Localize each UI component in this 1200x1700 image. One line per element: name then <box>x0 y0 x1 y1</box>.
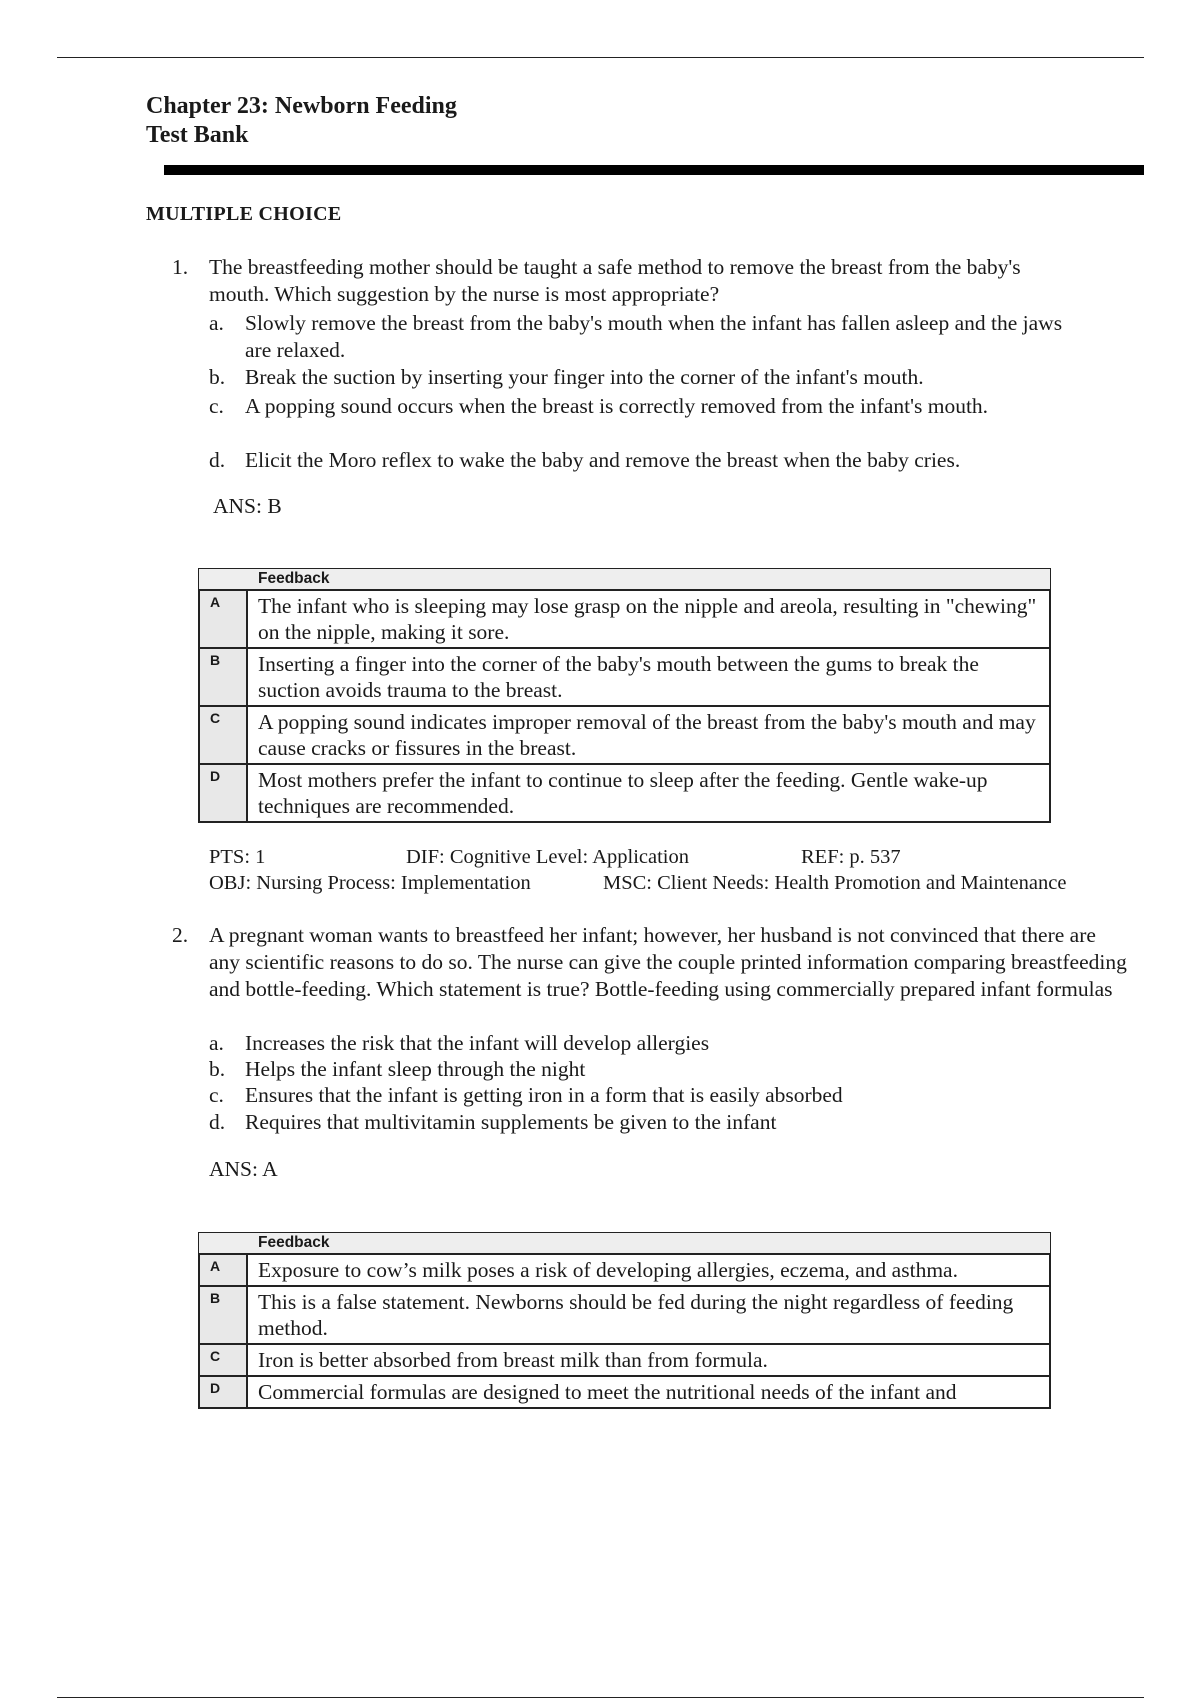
option-letter: b. <box>209 1057 226 1081</box>
meta-msc: MSC: Client Needs: Health Promotion and Maintenance <box>603 872 1067 894</box>
option-text: Increases the risk that the infant will develop allergies <box>245 1031 710 1055</box>
feedback-row-d <box>198 765 1051 823</box>
answer-key: ANS: A <box>209 1157 278 1181</box>
feedback-row-d <box>198 1377 1051 1409</box>
feedback-table-1 <box>198 568 1051 823</box>
meta-ref: REF: p. 537 <box>801 846 901 868</box>
feedback-row-a <box>198 591 1051 649</box>
feedback-letter: D <box>200 765 248 821</box>
feedback-text: Exposure to cow’s milk poses a risk of developing allergies, eczema, and asthma. <box>258 1258 958 1282</box>
meta-dif: DIF: Cognitive Level: Application <box>406 846 689 868</box>
question-stem: The breastfeeding mother should be taught a safe method to remove the breast from the baby's mouth. Which suggestion by the nurse is most appropriate? <box>209 255 1021 306</box>
feedback-row-c <box>198 707 1051 765</box>
question-number: 1. <box>172 255 189 279</box>
option-text: Ensures that the infant is getting iron in a form that is easily absorbed <box>245 1083 843 1107</box>
feedback-text: This is a false statement. Newborns should be fed during the night regardless of feeding method. <box>258 1290 1014 1340</box>
feedback-text: Commercial formulas are designed to meet the nutritional needs of the infant and <box>258 1380 957 1404</box>
feedback-table-2 <box>198 1232 1051 1409</box>
option-text: Helps the infant sleep through the night <box>245 1057 586 1081</box>
feedback-letter: A <box>200 1255 248 1285</box>
meta-obj: OBJ: Nursing Process: Implementation <box>209 872 531 894</box>
option-letter: a. <box>209 311 224 335</box>
option-text: Elicit the Moro reflex to wake the baby and remove the breast when the baby cries. <box>245 448 961 472</box>
feedback-row-b <box>198 649 1051 707</box>
feedback-text: Iron is better absorbed from breast milk than from formula. <box>258 1348 768 1372</box>
feedback-text: Most mothers prefer the infant to continue to sleep after the feeding. Gentle wake-up techniques are recommended. <box>258 768 988 818</box>
option-text: Slowly remove the breast from the baby's mouth when the infant has fallen asleep and the jaws are relaxed. <box>245 311 1063 362</box>
question-number: 2. <box>172 923 189 947</box>
feedback-letter: B <box>200 649 248 705</box>
option-text: A popping sound occurs when the breast is correctly removed from the infant's mouth. <box>245 394 989 418</box>
feedback-row-b <box>198 1287 1051 1345</box>
option-letter: c. <box>209 394 224 418</box>
feedback-letter: D <box>200 1377 248 1407</box>
option-letter: c. <box>209 1083 224 1107</box>
option-letter: d. <box>209 1110 226 1134</box>
question-metadata <box>209 844 1109 904</box>
feedback-header: Feedback <box>198 568 1051 591</box>
feedback-letter: C <box>200 1345 248 1375</box>
answer-key: ANS: B <box>213 494 282 518</box>
feedback-letter: B <box>200 1287 248 1343</box>
bottom-rule <box>57 1697 1144 1698</box>
feedback-text: Inserting a finger into the corner of the baby's mouth between the gums to break the suction avoids trauma to the breast. <box>258 652 979 702</box>
question-stem: A pregnant woman wants to breastfeed her infant; however, her husband is not convinced that there are any scientific reasons to do so. The nurse can give the couple printed information comparing breastfeeding and bottle-feeding. Which statement is true? Bottle-feeding using commercially prepared infant formulas <box>209 923 1127 1001</box>
top-rule <box>57 57 1144 58</box>
feedback-text: A popping sound indicates improper removal of the breast from the baby's mouth and may cause cracks or fissures in the breast. <box>258 710 1036 760</box>
feedback-text: The infant who is sleeping may lose grasp on the nipple and areola, resulting in "chewing" on the nipple, making it sore. <box>258 594 1037 644</box>
chapter-title: Chapter 23: Newborn Feeding <box>146 93 457 119</box>
test-bank-title: Test Bank <box>146 122 249 148</box>
page-title <box>146 92 457 150</box>
feedback-letter: A <box>200 591 248 647</box>
option-letter: d. <box>209 448 226 472</box>
section-heading: MULTIPLE CHOICE <box>146 203 342 225</box>
option-text: Requires that multivitamin supplements be given to the infant <box>245 1110 777 1134</box>
option-text: Break the suction by inserting your finger into the corner of the infant's mouth. <box>245 365 924 389</box>
option-letter: b. <box>209 365 226 389</box>
option-letter: a. <box>209 1031 224 1055</box>
feedback-header: Feedback <box>198 1232 1051 1255</box>
feedback-row-a <box>198 1255 1051 1287</box>
feedback-row-c <box>198 1345 1051 1377</box>
meta-pts: PTS: 1 <box>209 846 266 868</box>
feedback-letter: C <box>200 707 248 763</box>
title-divider <box>164 165 1144 175</box>
